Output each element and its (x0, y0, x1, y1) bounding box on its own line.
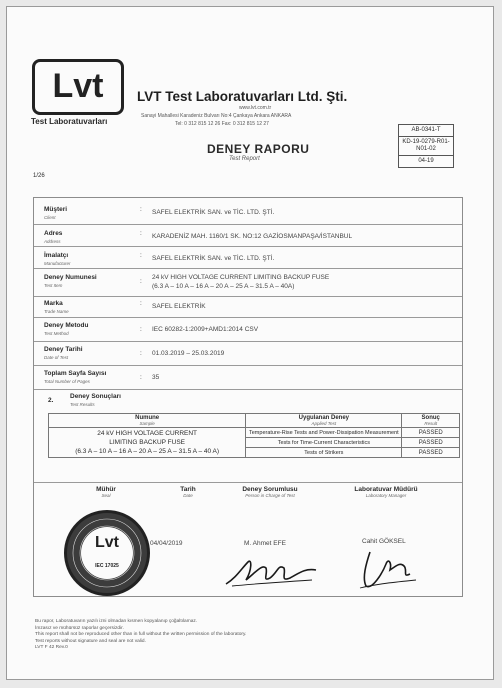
footer-line: İmzasız ve mühürsüz raporlar geçersizdir. (35, 625, 124, 631)
seal-header: Mühür Seal (96, 486, 116, 498)
page-number: 1/26 (33, 173, 45, 179)
seal-center (81, 527, 133, 579)
field-label: İmalatçı (44, 252, 69, 259)
results-title-en: Test Results (70, 402, 95, 407)
field-label: Marka (44, 300, 63, 307)
results-table (48, 413, 460, 458)
lab-name: LVT Test Laboratuvarları Ltd. Şti. (137, 89, 348, 104)
lab-manager-signature-icon (352, 544, 422, 592)
field-label-en: Test Method (44, 331, 69, 336)
footer-notes (35, 619, 435, 652)
code-report-number: KD-19-0279-R01-N01-02 (399, 137, 453, 156)
code-accreditation: AB-0341-T (399, 125, 453, 137)
field-label-en: Test Item (44, 283, 63, 288)
logo-subtitle: Test Laboratuvarları (31, 117, 108, 126)
lab-manager-name: Cahit GÖKSEL (362, 538, 406, 545)
lab-manager-header: Laboratuvar Müdürü Laboratory Manager (354, 486, 418, 498)
seal-standard: IEC 17025 (95, 563, 119, 569)
sample-cell: 24 kV HIGH VOLTAGE CURRENT LIMITING BACKUP FUSE (6.3 A – 10 A – 16 A – 20 A – 25 A – 31.5 A – 40 A) (49, 428, 246, 458)
lab-website: www.lvt.com.tr (239, 105, 272, 111)
field-label-en: Total Number of Pages (44, 379, 90, 384)
result-cell: PASSED (402, 428, 460, 438)
field-value: IEC 60282-1:2009+AMD1:2014 CSV (152, 326, 259, 333)
field-value: KARADENİZ MAH. 1160/1 SK. NO:12 GAZİOSMANPAŞA/İSTANBUL (152, 233, 353, 240)
result-cell: PASSED (402, 438, 460, 448)
result-cell: PASSED (402, 448, 460, 458)
footer-line: This report shall not be reproduced other than in full without the written permission of the laboratory. (35, 632, 247, 637)
field-label: Deney Metodu (44, 322, 89, 329)
test-cell: Temperature-Rise Tests and Power-Dissipation Measurement (246, 428, 402, 438)
col-sample: Numune Sample (49, 414, 246, 428)
lab-phone: Tel: 0 312 815 12 26 Fax: 0 312 815 12 27 (175, 121, 269, 127)
field-value: 35 (152, 374, 160, 381)
field-value: SAFEL ELEKTRİK SAN. ve TİC. LTD. ŞTİ. (152, 255, 275, 262)
lab-address: Sanayi Mahallesi Karadeniz Bulvarı No:4 Çankaya Ankara ANKARA (141, 113, 292, 119)
table-row (49, 428, 460, 438)
field-label: Müşteri (44, 206, 68, 213)
seal-logo-text: Lvt (95, 534, 119, 551)
field-value: 01.03.2019 – 25.03.2019 (152, 350, 225, 357)
test-cell: Tests for Time-Current Characteristics (246, 438, 402, 448)
field-label: Adres (44, 230, 63, 237)
footer-line: Bu rapor, Laboratuvarın yazılı izni olmadan kısmen kopyalanıp çoğaltılamaz. (35, 619, 198, 624)
report-info-box: Müşteri Client : SAFEL ELEKTRİK SAN. ve TİC. LTD. ŞTİ. Adres Address : KARADENİZ MAH. 1160/1 SK. NO:12 GAZİOSMANPAŞA/İSTANBUL İmalatçı Manufacturer : SAFEL ELEKTRİK SAN. ve TİC. LTD. ŞTİ. Deney Numunesi Test Item : 24 kV HIGH VOLTAGE CURRENT LIMITING BACKUP FUSE (6.3 A – 10 A – 16 A – 20 A – 25 A – 31.5 A – 40A) Marka Trade Name : SAFEL ELEKTRİK Deney Metodu Test Method : IEC 60282-1:2009+AMD1:2014 CSV Deney Tarihi Date of Test : 01.03.2019 – 25.03.2019 Toplam Sayfa Sayısı Total Number of Pages : 35 2. Deney Sonuçları Test Results Numune Sample Uygulanan Deney Applied Test Sonuç Result 24 kV HIGH VOLTAGE CURRENT LIMITING BACKUP FUSE (6.3 A – 10 A – 16 A – 20 A – 25 A – 31.5 A – 40 A) Temperature-Rise Tests and Power-Dissipation Measurement PASSED Tests for Time-Current Characteristics PASSED Tests of Strikers PASSED Mühür Seal Tarih Date Deney Sorumlusu Person in Charge of Test Laboratuvar Müdürü Laboratory Manager Lvt IEC 17025 04/04/2019 M. Ahmet EFE Cahit GÖKSEL (33, 197, 463, 597)
field-label-en: Client (44, 215, 56, 220)
field-label: Deney Numunesi (44, 274, 97, 281)
field-value: 24 kV HIGH VOLTAGE CURRENT LIMITING BACKUP FUSE (152, 274, 330, 281)
footer-line: LVT F 42 Rev.0 (35, 645, 68, 650)
results-section-number: 2. (48, 397, 54, 404)
field-label: Deney Tarihi (44, 346, 83, 353)
field-label: Toplam Sayfa Sayısı (44, 370, 107, 377)
person-in-charge-name: M. Ahmet EFE (244, 540, 286, 547)
report-page (6, 6, 494, 680)
report-subtitle: Test Report (229, 156, 260, 162)
report-title: DENEY RAPORU (207, 142, 310, 156)
field-value: SAFEL ELEKTRİK (152, 303, 206, 310)
results-header-row (49, 414, 460, 428)
field-value: SAFEL ELEKTRİK SAN. ve TİC. LTD. ŞTİ. (152, 209, 275, 216)
footer-line: Test reports without signature and seal are not valid. (35, 638, 146, 644)
col-result: Sonuç Result (402, 414, 460, 428)
results-title: Deney Sonuçları (70, 393, 121, 400)
lvt-logo: Lvt (32, 59, 124, 115)
document-code-box (398, 124, 454, 168)
field-label-en: Date of Test (44, 355, 69, 360)
person-in-charge-signature-icon (222, 548, 322, 592)
field-value-ranges: (6.3 A – 10 A – 16 A – 20 A – 25 A – 31.5 A – 40A) (152, 283, 295, 290)
date-header: Tarih Date (180, 486, 196, 498)
code-date: 04-19 (418, 158, 434, 164)
field-label-en: Trade Name (44, 309, 69, 314)
field-label-en: Manufacturer (44, 261, 71, 266)
person-in-charge-header: Deney Sorumlusu Person in Charge of Test (242, 486, 298, 498)
col-test: Uygulanan Deney Applied Test (246, 414, 402, 428)
test-cell: Tests of Strikers (246, 448, 402, 458)
accreditation-seal (64, 510, 150, 596)
signature-date: 04/04/2019 (150, 540, 183, 547)
field-label-en: Address (44, 239, 61, 244)
